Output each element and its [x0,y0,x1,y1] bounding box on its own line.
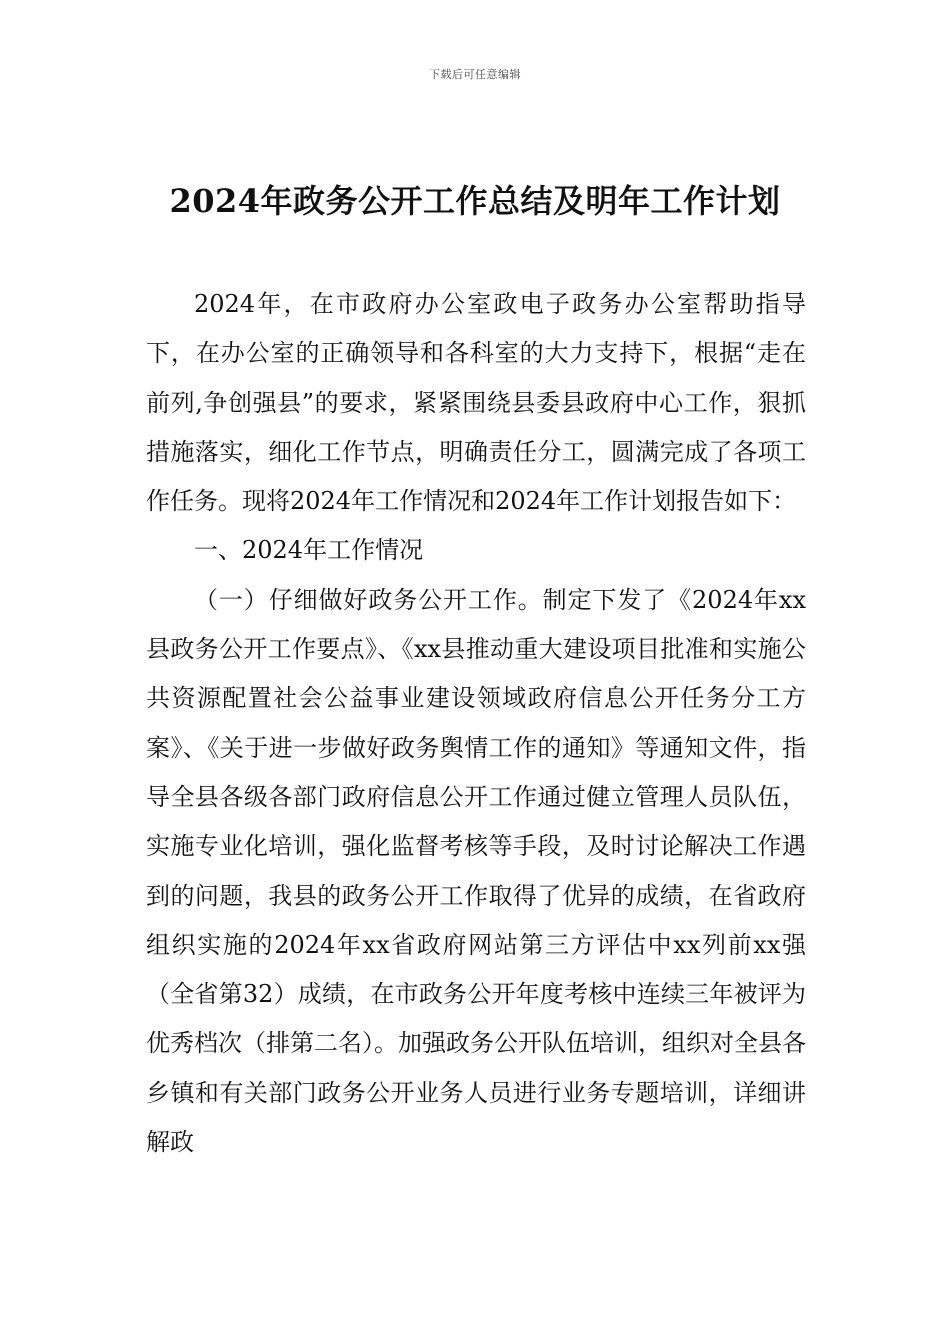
page-header-note: 下载后可任意编辑 [429,68,521,81]
paragraph-intro: 2024年，在市政府办公室政电子政务办公室帮助指导下，在办公室的正确领导和各科室的大力支持下，根据“走在前列,争创强县”的要求，紧紧围绕县委县政府中心工作，狠抓措施落实，细化工作节点，明确责任分工，圆满完成了各项工作任务。现将2024年工作情况和2024年工作计划报告如下： [146,290,806,516]
section-heading-1: 一、2024年工作情况 [194,536,424,565]
document-body [146,280,806,1167]
document-title: 2024年政务公开工作总结及明年工作计划 [169,182,781,220]
paragraph-subsection-1: （一）仔细做好政务公开工作。制定下发了《2024年xx县政务公开工作要点》、《xx县推动重大建设项目批准和实施公共资源配置社会公益事业建设领域政府信息公开任务分工方案》、《关于进一步做好政务舆情工作的通知》等通知文件，指导全县各级各部门政府信息公开工作通过健立管理人员队伍，实施专业化培训，强化监督考核等手段，及时讨论解决工作遇到的问题，我县的政务公开工作取得了优异的成绩，在省政府组织实施的2024年xx省政府网站第三方评估中xx列前xx强（全省第32）成绩，在市政务公开年度考核中连续三年被评为优秀档次（排第二名）。加强政务公开队伍培训，组织对全县各乡镇和有关部门政务公开业务人员进行业务专题培训，详细讲解政 [146,585,806,1157]
